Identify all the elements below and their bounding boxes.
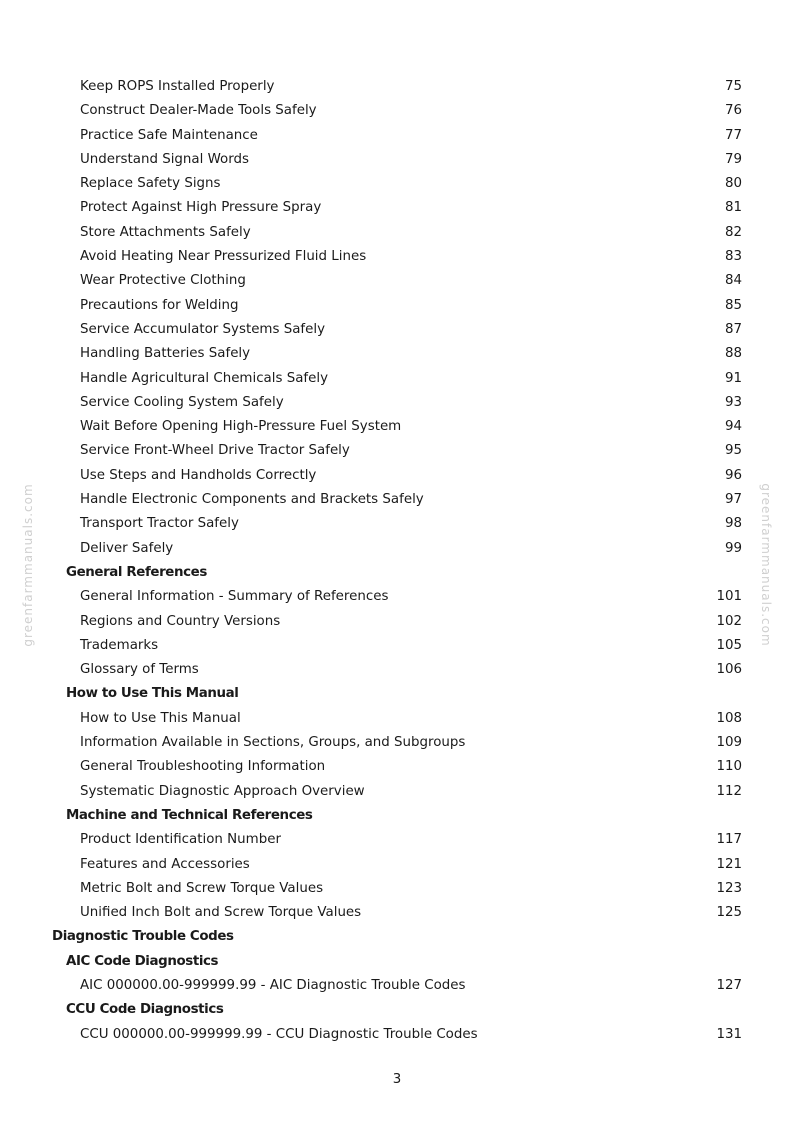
toc-entry-page-number: 79	[724, 151, 742, 167]
toc-entry-title: How to Use This Manual	[80, 710, 241, 726]
toc-entry[interactable]	[0, 99, 794, 123]
toc-entry-title: Handling Batteries Safely	[80, 346, 251, 362]
toc-entry[interactable]	[0, 901, 794, 925]
toc-entry-title: Construct Dealer-Made Tools Safely	[80, 103, 317, 119]
toc-entry-title: Practice Safe Maintenance	[80, 127, 258, 143]
toc-entry-page-number: 112	[716, 783, 742, 799]
toc-entry-page-number: 88	[724, 346, 742, 362]
toc-entry-title: Keep ROPS Installed Properly	[80, 79, 275, 94]
toc-entry-page-number: 84	[724, 273, 742, 289]
toc-entry-title: CCU 000000.00-999999.99 - CCU Diagnostic Trouble Codes	[80, 1026, 478, 1042]
toc-entry[interactable]	[0, 780, 794, 804]
toc-entry[interactable]	[0, 172, 794, 196]
toc-entry-page-number: 117	[716, 832, 742, 848]
toc-entry-page-number: 98	[724, 516, 742, 532]
toc-entry-page-number: 83	[724, 249, 742, 265]
table-of-contents	[0, 75, 794, 1047]
toc-entry-title: Handle Electronic Components and Brackets Safely	[80, 492, 424, 508]
toc-entry[interactable]	[0, 828, 794, 852]
toc-entry-page-number: 131	[716, 1026, 742, 1042]
toc-entry-page-number: 80	[724, 176, 742, 192]
toc-entry-title: Use Steps and Handholds Correctly	[80, 467, 317, 483]
toc-entry-title: Understand Signal Words	[80, 151, 249, 167]
toc-entry-title: General References	[66, 564, 207, 580]
toc-entry-page-number: 109	[716, 735, 742, 751]
toc-entry[interactable]	[0, 464, 794, 488]
toc-entry-title: Product Identification Number	[80, 832, 281, 848]
toc-entry-title: Transport Tractor Safely	[80, 516, 239, 532]
toc-entry[interactable]	[0, 294, 794, 318]
toc-entry-title: Trademarks	[80, 637, 159, 653]
toc-section-heading[interactable]	[0, 682, 794, 706]
toc-entry-title: Wear Protective Clothing	[80, 273, 246, 289]
page-number: 3	[392, 1072, 402, 1087]
toc-entry-title: Store Attachments Safely	[80, 224, 251, 240]
toc-entry[interactable]	[0, 610, 794, 634]
toc-entry-page-number: 110	[716, 759, 742, 775]
toc-entry[interactable]	[0, 707, 794, 731]
toc-entry-page-number: 82	[724, 224, 742, 240]
toc-entry-page-number: 97	[724, 492, 742, 508]
toc-entry-title: Service Front-Wheel Drive Tractor Safely	[80, 443, 350, 459]
toc-entry[interactable]	[0, 221, 794, 245]
toc-entry-title: General Information - Summary of References	[80, 589, 389, 605]
toc-entry-page-number: 121	[716, 856, 742, 872]
toc-entry-page-number: 91	[724, 370, 742, 386]
toc-entry-title: CCU Code Diagnostics	[66, 1002, 224, 1018]
watermark-left: greenfarmmanuals.com	[21, 483, 35, 647]
toc-entry-page-number: 108	[716, 710, 742, 726]
toc-entry-title: Service Cooling System Safely	[80, 394, 284, 410]
toc-entry[interactable]	[0, 488, 794, 512]
toc-entry-page-number: 101	[716, 589, 742, 605]
toc-entry-page-number: 81	[724, 200, 742, 216]
toc-entry-title: Glossary of Terms	[80, 662, 199, 678]
toc-entry[interactable]	[0, 974, 794, 998]
toc-entry[interactable]	[0, 124, 794, 148]
toc-entry-page-number: 123	[716, 880, 742, 896]
toc-entry-title: Unified Inch Bolt and Screw Torque Values	[80, 905, 362, 921]
toc-entry[interactable]	[0, 269, 794, 293]
toc-entry[interactable]	[0, 877, 794, 901]
toc-entry[interactable]	[0, 512, 794, 536]
toc-chapter-heading[interactable]	[0, 925, 794, 949]
toc-entry-page-number: 76	[724, 103, 742, 119]
toc-entry-page-number: 105	[716, 637, 742, 653]
toc-entry-page-number: 87	[724, 321, 742, 337]
toc-entry-page-number: 95	[724, 443, 742, 459]
toc-entry-page-number: 93	[724, 394, 742, 410]
toc-entry-title: Handle Agricultural Chemicals Safely	[80, 370, 329, 386]
toc-entry-page-number: 102	[716, 613, 742, 629]
toc-entry[interactable]	[0, 439, 794, 463]
toc-entry-page-number: 75	[724, 79, 742, 94]
toc-entry-title: Diagnostic Trouble Codes	[52, 929, 234, 945]
toc-section-heading[interactable]	[0, 950, 794, 974]
toc-entry-page-number: 94	[724, 419, 742, 435]
toc-entry-page-number: 85	[724, 297, 742, 313]
toc-entry[interactable]	[0, 1023, 794, 1047]
toc-entry-title: AIC Code Diagnostics	[66, 953, 219, 969]
toc-entry-title: Systematic Diagnostic Approach Overview	[80, 783, 365, 799]
toc-entry[interactable]	[0, 342, 794, 366]
toc-entry[interactable]	[0, 755, 794, 779]
toc-entry-title: Service Accumulator Systems Safely	[80, 321, 326, 337]
toc-entry-title: Avoid Heating Near Pressurized Fluid Lines	[80, 249, 367, 265]
toc-entry-title: General Troubleshooting Information	[80, 759, 326, 775]
toc-entry[interactable]	[0, 367, 794, 391]
toc-entry-title: Information Available in Sections, Groups, and Subgroups	[80, 735, 466, 751]
toc-entry-page-number: 106	[716, 662, 742, 678]
toc-entry-page-number: 99	[724, 540, 742, 556]
toc-entry[interactable]	[0, 391, 794, 415]
toc-entry[interactable]	[0, 148, 794, 172]
toc-entry-title: Replace Safety Signs	[80, 176, 221, 192]
toc-entry[interactable]	[0, 196, 794, 220]
toc-entry-page-number: 77	[724, 127, 742, 143]
toc-entry-title: Metric Bolt and Screw Torque Values	[80, 880, 324, 896]
toc-entry-title: Features and Accessories	[80, 856, 250, 872]
toc-entry-title: Regions and Country Versions	[80, 613, 281, 629]
toc-entry[interactable]	[0, 585, 794, 609]
toc-section-heading[interactable]	[0, 804, 794, 828]
toc-entry-page-number: 125	[716, 905, 742, 921]
toc-entry[interactable]	[0, 537, 794, 561]
toc-entry-title: How to Use This Manual	[66, 686, 239, 702]
toc-entry[interactable]	[0, 634, 794, 658]
toc-entry[interactable]	[0, 318, 794, 342]
toc-entry[interactable]	[0, 245, 794, 269]
toc-entry[interactable]	[0, 853, 794, 877]
toc-entry-title: AIC 000000.00-999999.99 - AIC Diagnostic Trouble Codes	[80, 977, 466, 993]
watermark-right: greenfarmmanuals.com	[759, 483, 773, 647]
toc-section-heading[interactable]	[0, 998, 794, 1022]
toc-entry-title: Protect Against High Pressure Spray	[80, 200, 322, 216]
toc-entry-page-number: 127	[716, 977, 742, 993]
toc-entry[interactable]	[0, 415, 794, 439]
toc-entry-title: Deliver Safely	[80, 540, 174, 556]
toc-entry-page-number: 96	[724, 467, 742, 483]
toc-entry-title: Precautions for Welding	[80, 297, 239, 313]
toc-entry[interactable]	[0, 731, 794, 755]
toc-section-heading[interactable]	[0, 561, 794, 585]
toc-entry-title: Wait Before Opening High-Pressure Fuel System	[80, 419, 402, 435]
toc-entry[interactable]	[0, 658, 794, 682]
toc-entry-title: Machine and Technical References	[66, 807, 313, 823]
toc-entry[interactable]	[0, 75, 794, 99]
